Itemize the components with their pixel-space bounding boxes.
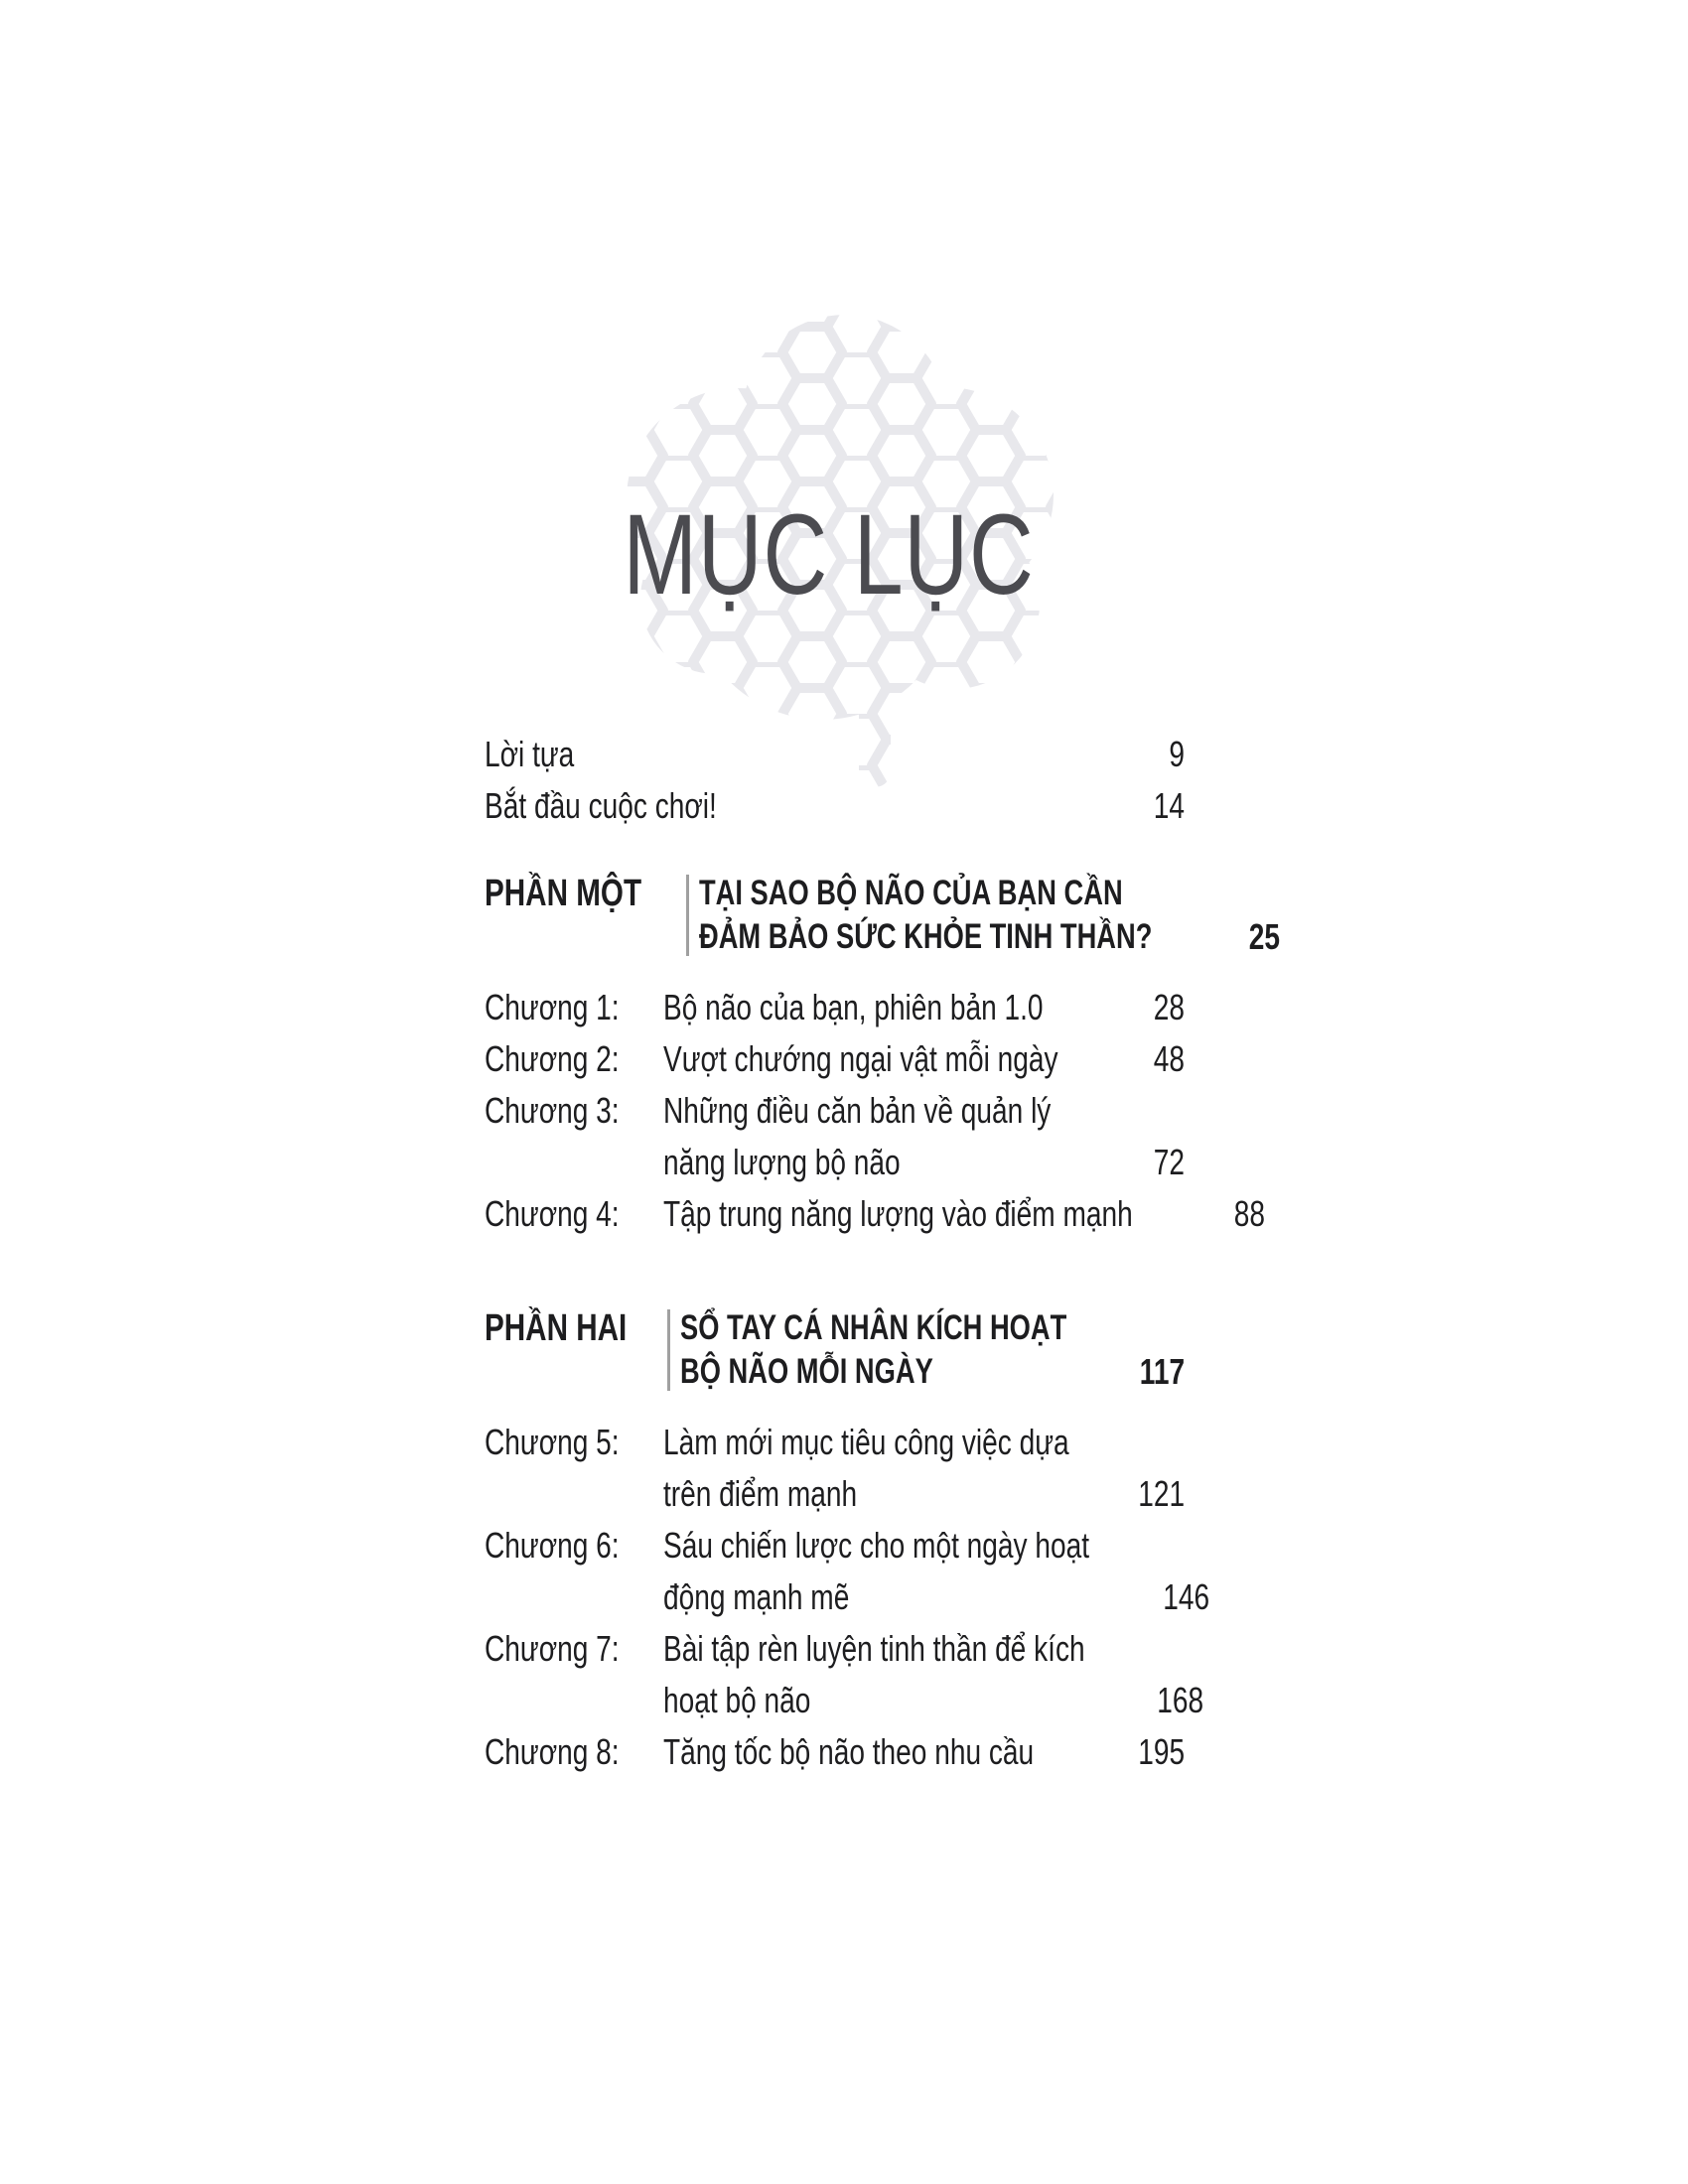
toc-chapter-label bbox=[485, 1623, 663, 1726]
toc-chapter-title-line bbox=[663, 1623, 1203, 1675]
page-title bbox=[476, 491, 1181, 618]
toc-entry-title: Vượt chướng ngại vật mỗi ngày bbox=[663, 1038, 1058, 1079]
toc-chapter-label-text: Chương 4: bbox=[485, 1193, 620, 1234]
toc-chapter-title-block bbox=[663, 982, 1185, 1033]
toc-chapter-title-line bbox=[663, 1085, 1185, 1137]
toc-section-title-line bbox=[680, 1350, 1185, 1394]
toc-chapter-title-line bbox=[663, 1571, 1209, 1623]
toc-section-title: TẠI SAO BỘ NÃO CỦA BẠN CẦN bbox=[698, 874, 1123, 912]
toc-entry[interactable] bbox=[485, 1520, 1210, 1623]
toc-chapter-label-text: Chương 6: bbox=[485, 1525, 620, 1566]
toc-section-title: SỔ TAY CÁ NHÂN KÍCH HOẠT bbox=[679, 1308, 1066, 1347]
toc-entry-title: động mạnh mẽ bbox=[663, 1576, 850, 1617]
toc-chapter-label bbox=[485, 982, 663, 1033]
toc-chapter-title-line bbox=[663, 1137, 1185, 1188]
toc-entry-title: năng lượng bộ não bbox=[663, 1142, 901, 1182]
toc-chapter-title-line bbox=[663, 1188, 1265, 1240]
toc-section-heading[interactable] bbox=[485, 872, 1280, 959]
toc-entry-page: 9 bbox=[1169, 734, 1185, 774]
toc-section-title-line bbox=[699, 915, 1280, 959]
toc-entry-page: 146 bbox=[1163, 1576, 1210, 1617]
toc-intro-group bbox=[485, 729, 1185, 832]
toc-entry[interactable] bbox=[485, 1033, 1185, 1085]
toc-entry-page: 48 bbox=[1153, 1038, 1185, 1079]
toc-entry-title: Làm mới mục tiêu công việc dựa bbox=[663, 1422, 1069, 1462]
section-divider-bar bbox=[686, 875, 689, 956]
toc-entry[interactable] bbox=[485, 729, 1185, 780]
toc-chapter-group bbox=[485, 1417, 1210, 1778]
toc-chapter-title-block bbox=[663, 1085, 1185, 1188]
toc-section-page: 25 bbox=[1248, 916, 1280, 957]
toc-entry-page: 28 bbox=[1153, 987, 1185, 1027]
toc-entry-title: Tăng tốc bộ não theo nhu cầu bbox=[663, 1731, 1035, 1772]
toc-chapter-label bbox=[485, 1417, 663, 1520]
toc-entry-title: Bộ não của bạn, phiên bản 1.0 bbox=[663, 987, 1044, 1027]
toc-section-title-block bbox=[680, 1306, 1185, 1394]
toc-chapter-group bbox=[485, 982, 1266, 1240]
toc-entry[interactable] bbox=[485, 1085, 1185, 1188]
toc-chapter-title-block bbox=[663, 1033, 1185, 1085]
toc-section-title: ĐẢM BẢO SỨC KHỎE TINH THẦN? bbox=[698, 917, 1153, 956]
toc-chapter-title-line bbox=[663, 1675, 1203, 1726]
toc-entry[interactable] bbox=[485, 982, 1185, 1033]
toc-chapter-title-line bbox=[663, 1520, 1209, 1571]
toc-entry-title: Bài tập rèn luyện tinh thần để kích bbox=[663, 1628, 1085, 1669]
toc-entry-page: 72 bbox=[1153, 1142, 1185, 1182]
section-divider-bar bbox=[667, 1309, 670, 1391]
toc-chapter-label-text: Chương 8: bbox=[485, 1731, 620, 1772]
toc-section-title-line bbox=[699, 872, 1280, 915]
toc-list bbox=[485, 729, 1280, 1778]
toc-entry-page: 14 bbox=[1153, 785, 1185, 826]
toc-chapter-label bbox=[485, 1726, 663, 1778]
toc-chapter-title-line bbox=[663, 1468, 1185, 1520]
toc-chapter-label bbox=[485, 1520, 663, 1623]
toc-section-title-block bbox=[699, 872, 1280, 959]
toc-entry-page: 121 bbox=[1138, 1473, 1185, 1514]
toc-part-label-text: PHẦN HAI bbox=[485, 1307, 628, 1349]
toc-entry-title: trên điểm mạnh bbox=[663, 1473, 858, 1514]
toc-entry-title: Bắt đầu cuộc chơi! bbox=[485, 785, 717, 826]
toc-chapter-title-block bbox=[663, 1188, 1265, 1240]
page-title-text: MỤC LỤC bbox=[622, 491, 1035, 618]
toc-part-label bbox=[485, 872, 686, 959]
toc-entry-title: Những điều căn bản về quản lý bbox=[663, 1090, 1052, 1131]
toc-section-heading[interactable] bbox=[485, 1306, 1185, 1394]
toc-chapter-label-text: Chương 2: bbox=[485, 1038, 620, 1079]
toc-entry[interactable] bbox=[485, 1623, 1204, 1726]
toc-section-title-line bbox=[680, 1306, 1185, 1350]
toc-chapter-title-block bbox=[663, 1726, 1185, 1778]
toc-sections-group bbox=[485, 872, 1280, 1778]
toc-entry-title: Sáu chiến lược cho một ngày hoạt bbox=[663, 1525, 1090, 1566]
toc-entry-title: hoạt bộ não bbox=[663, 1680, 811, 1720]
toc-chapter-label-text: Chương 5: bbox=[485, 1422, 620, 1462]
toc-chapter-label bbox=[485, 1188, 663, 1240]
toc-entry[interactable] bbox=[485, 1188, 1266, 1240]
toc-entry-title: Lời tựa bbox=[485, 734, 575, 774]
toc-chapter-label bbox=[485, 1033, 663, 1085]
toc-entry-page: 195 bbox=[1138, 1731, 1185, 1772]
toc-chapter-label bbox=[485, 1085, 663, 1188]
toc-chapter-label-text: Chương 7: bbox=[485, 1628, 620, 1669]
toc-part-label-text: PHẦN MỘT bbox=[485, 873, 642, 914]
toc-chapter-title-block bbox=[663, 1623, 1203, 1726]
toc-chapter-label-text: Chương 1: bbox=[485, 987, 620, 1027]
toc-entry-page: 88 bbox=[1233, 1193, 1266, 1234]
toc-entry[interactable] bbox=[485, 780, 1185, 832]
toc-entry[interactable] bbox=[485, 1417, 1185, 1520]
toc-chapter-title-line bbox=[663, 1726, 1185, 1778]
toc-part-label bbox=[485, 1306, 667, 1394]
toc-chapter-label-text: Chương 3: bbox=[485, 1090, 620, 1131]
toc-entry[interactable] bbox=[485, 1726, 1185, 1778]
toc-chapter-title-line bbox=[663, 1417, 1185, 1468]
toc-entry-page: 168 bbox=[1157, 1680, 1204, 1720]
toc-entry-title: Tập trung năng lượng vào điểm mạnh bbox=[663, 1193, 1133, 1234]
toc-section-page: 117 bbox=[1139, 1351, 1185, 1392]
toc-chapter-title-block bbox=[663, 1520, 1209, 1623]
toc-chapter-title-line bbox=[663, 982, 1185, 1033]
toc-chapter-title-block bbox=[663, 1417, 1185, 1520]
toc-section-title: BỘ NÃO MỖI NGÀY bbox=[679, 1352, 933, 1391]
toc-chapter-title-line bbox=[663, 1033, 1185, 1085]
